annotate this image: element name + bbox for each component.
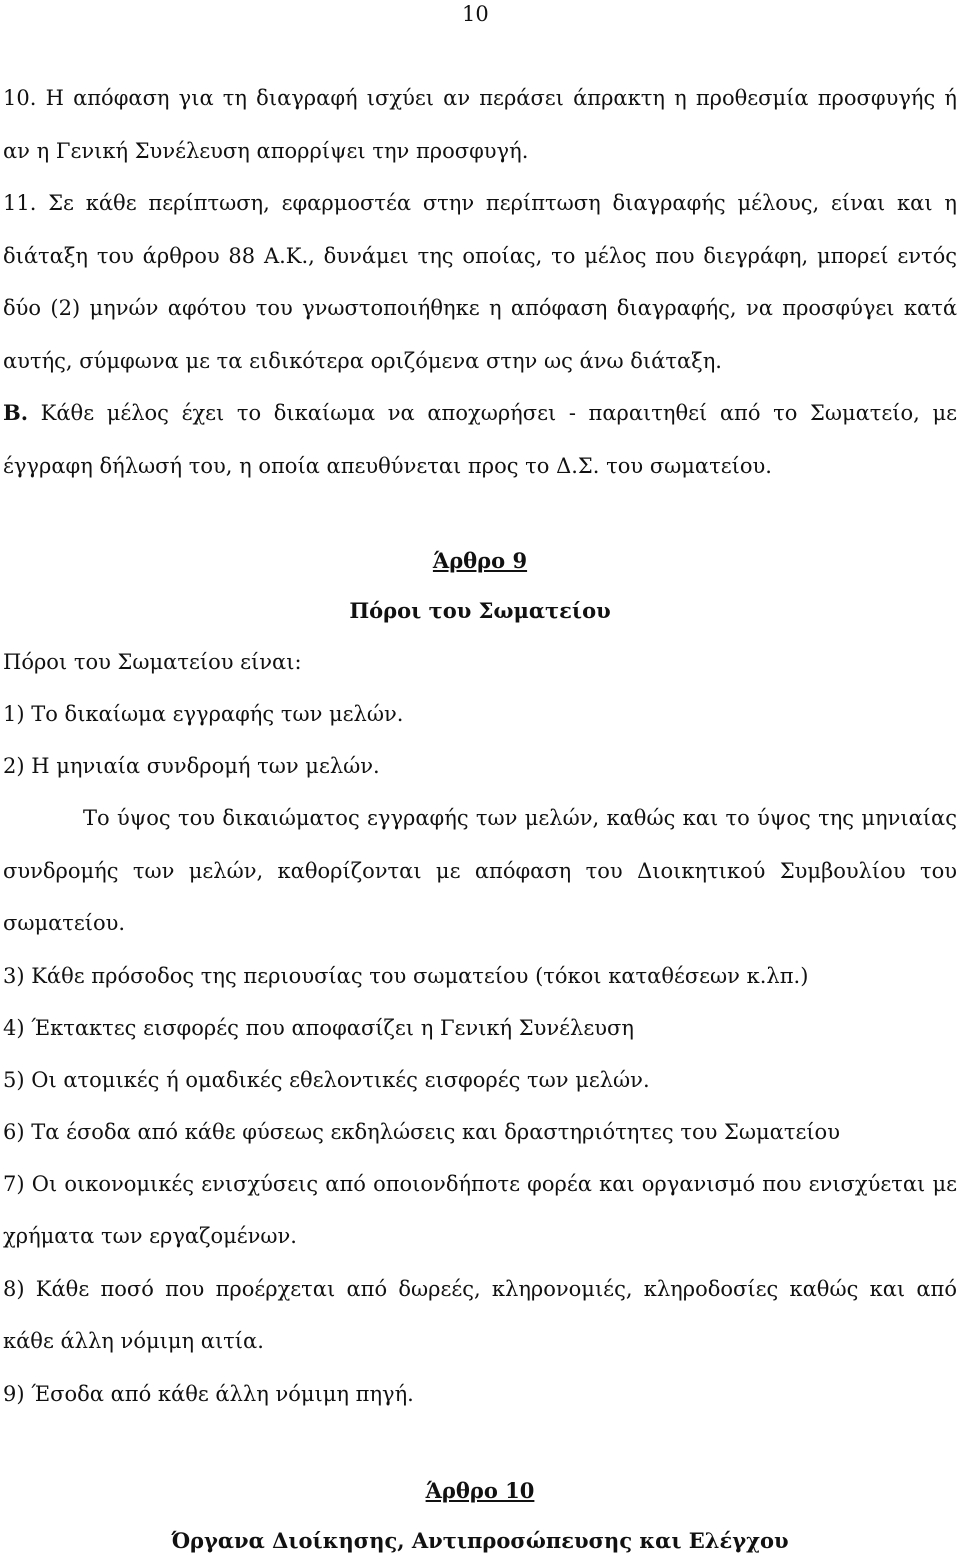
article-9-intro: Πόροι του Σωματείου είναι:: [3, 650, 302, 674]
spacer: [3, 492, 957, 536]
spacer: [3, 1420, 957, 1466]
section-b-text: Κάθε μέλος έχει το δικαίωμα να αποχωρήσει - παραιτηθεί από το Σωματείο, με έγγραφη δήλωσή του, η οποία απευθύνεται προς το Δ.Σ. του σωματείου.: [3, 401, 957, 478]
article-10-number: Άρθρο 10: [425, 1477, 535, 1503]
section-b-lead: Β.: [3, 400, 29, 425]
paragraph-b: [3, 387, 957, 492]
article-9-number: Άρθρο 9: [432, 548, 528, 573]
page-number: 10: [462, 2, 489, 26]
article-9-note: Το ύψος του δικαιώματος εγγραφής των μελών, καθώς και το ύψος της μηνιαίας συνδρομής των μελών, καθορίζονται με απόφαση του Διοικητικού Συμβουλίου του σωματείου.: [3, 806, 957, 935]
article-9-item-1: 1) Το δικαίωμα εγγραφής των μελών.: [3, 702, 404, 726]
paragraph-11: 11. Σε κάθε περίπτωση, εφαρμοστέα στην περίπτωση διαγραφής μέλους, είναι και η διάταξη του άρθρου 88 Α.Κ., δυνάμει της οποίας, το μέλος που διεγράφη, μπορεί εντός δύο (2) μηνών αφότου του γνωστοποιήθηκε η απόφαση διαγραφής, να προσφύγει κατά αυτής, σύμφωνα με τα ειδικότερα οριζόμενα στην ως άνω διάταξη.: [3, 191, 957, 373]
article-10-title: Όργανα Διοίκησης, Αντιπροσώπευσης και Ελέγχου: [171, 1527, 789, 1553]
article-9-item-3: 3) Κάθε πρόσοδος της περιουσίας του σωματείου (τόκοι καταθέσεων κ.λπ.): [3, 963, 809, 988]
article-9-item-6: 6) Τα έσοδα από κάθε φύσεως εκδηλώσεις και δραστηριότητες του Σωματείου: [3, 1119, 840, 1144]
article-9-item-8: 8) Κάθε ποσό που προέρχεται από δωρεές, κληρονομιές, κληροδοσίες καθώς και από κάθε άλλη νόμιμη αιτία.: [3, 1276, 957, 1353]
paragraph-10: 10. Η απόφαση για τη διαγραφή ισχύει αν περάσει άπρακτη η προθεσμία προσφυγής ή αν η Γενική Συνέλευση απορρίψει την προσφυγή.: [3, 86, 957, 163]
article-9-item-9: 9) Έσοδα από κάθε άλλη νόμιμη πηγή.: [3, 1381, 414, 1406]
article-9-item-2: 2) Η μηνιαία συνδρομή των μελών.: [3, 754, 380, 778]
article-9-item-5: 5) Οι ατομικές ή ομαδικές εθελοντικές εισφορές των μελών.: [3, 1067, 650, 1092]
article-9-title: Πόροι του Σωματείου: [349, 598, 611, 623]
article-9-item-7: 7) Οι οικονομικές ενισχύσεις από οποιονδήποτε φορέα και οργανισμό που ενισχύεται με χρήματα των εργαζομένων.: [3, 1171, 957, 1248]
article-9-item-4: 4) Έκτακτες εισφορές που αποφασίζει η Γενική Συνέλευση: [3, 1015, 634, 1040]
document-body: [3, 72, 957, 1566]
